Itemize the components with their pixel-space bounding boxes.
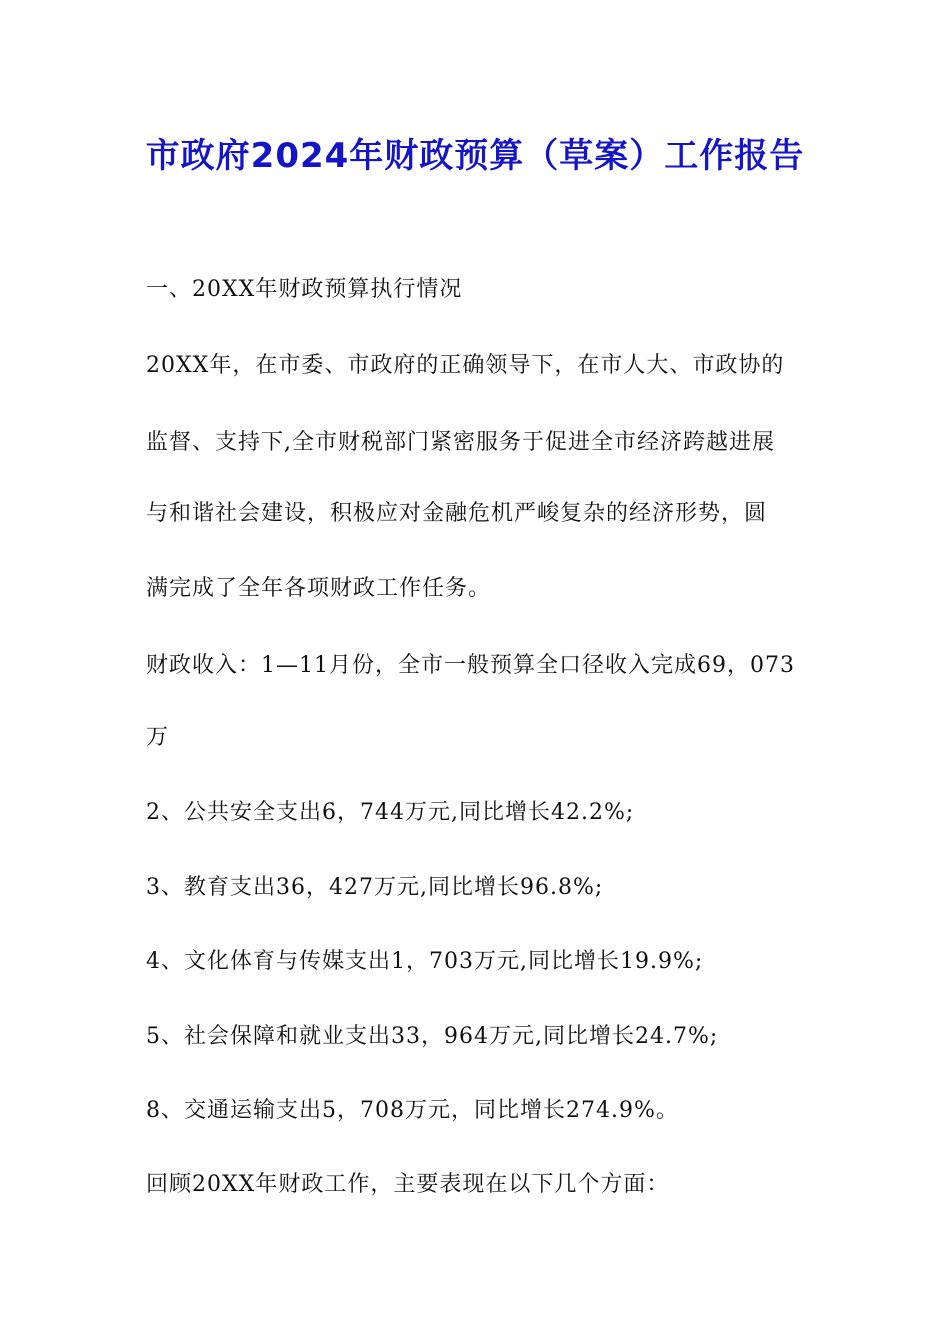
expenditure-item: 8、交通运输支出5，708万元，同比增长274.9%。	[146, 1098, 679, 1123]
paragraph-line: 20XX年，在市委、市政府的正确领导下，在市人大、市政协的	[146, 353, 785, 378]
expenditure-item: 4、文化体育与传媒支出1，703万元,同比增长19.9%;	[146, 949, 704, 974]
document-title: 市政府2024年财政预算（草案）工作报告	[145, 136, 805, 176]
expenditure-item: 5、社会保障和就业支出33，964万元,同比增长24.7%;	[146, 1024, 719, 1049]
expenditure-item: 2、公共安全支出6，744万元,同比增长42.2%;	[146, 800, 635, 825]
revenue-line: 万	[146, 725, 170, 750]
paragraph-line: 与和谐社会建设，积极应对金融危机严峻复杂的经济形势，圆	[146, 501, 768, 526]
paragraph-line: 满完成了全年各项财政工作任务。	[146, 576, 492, 601]
paragraph-line: 监督、支持下,全市财税部门紧密服务于促进全市经济跨越进展	[146, 430, 775, 455]
expenditure-item: 3、教育支出36，427万元,同比增长96.8%;	[146, 875, 604, 900]
review-line: 回顾20XX年财政工作，主要表现在以下几个方面：	[146, 1172, 670, 1197]
revenue-line: 财政收入：1—11月份，全市一般预算全口径收入完成69，073	[146, 653, 795, 678]
section-heading: 一、20XX年财政预算执行情况	[146, 277, 463, 302]
